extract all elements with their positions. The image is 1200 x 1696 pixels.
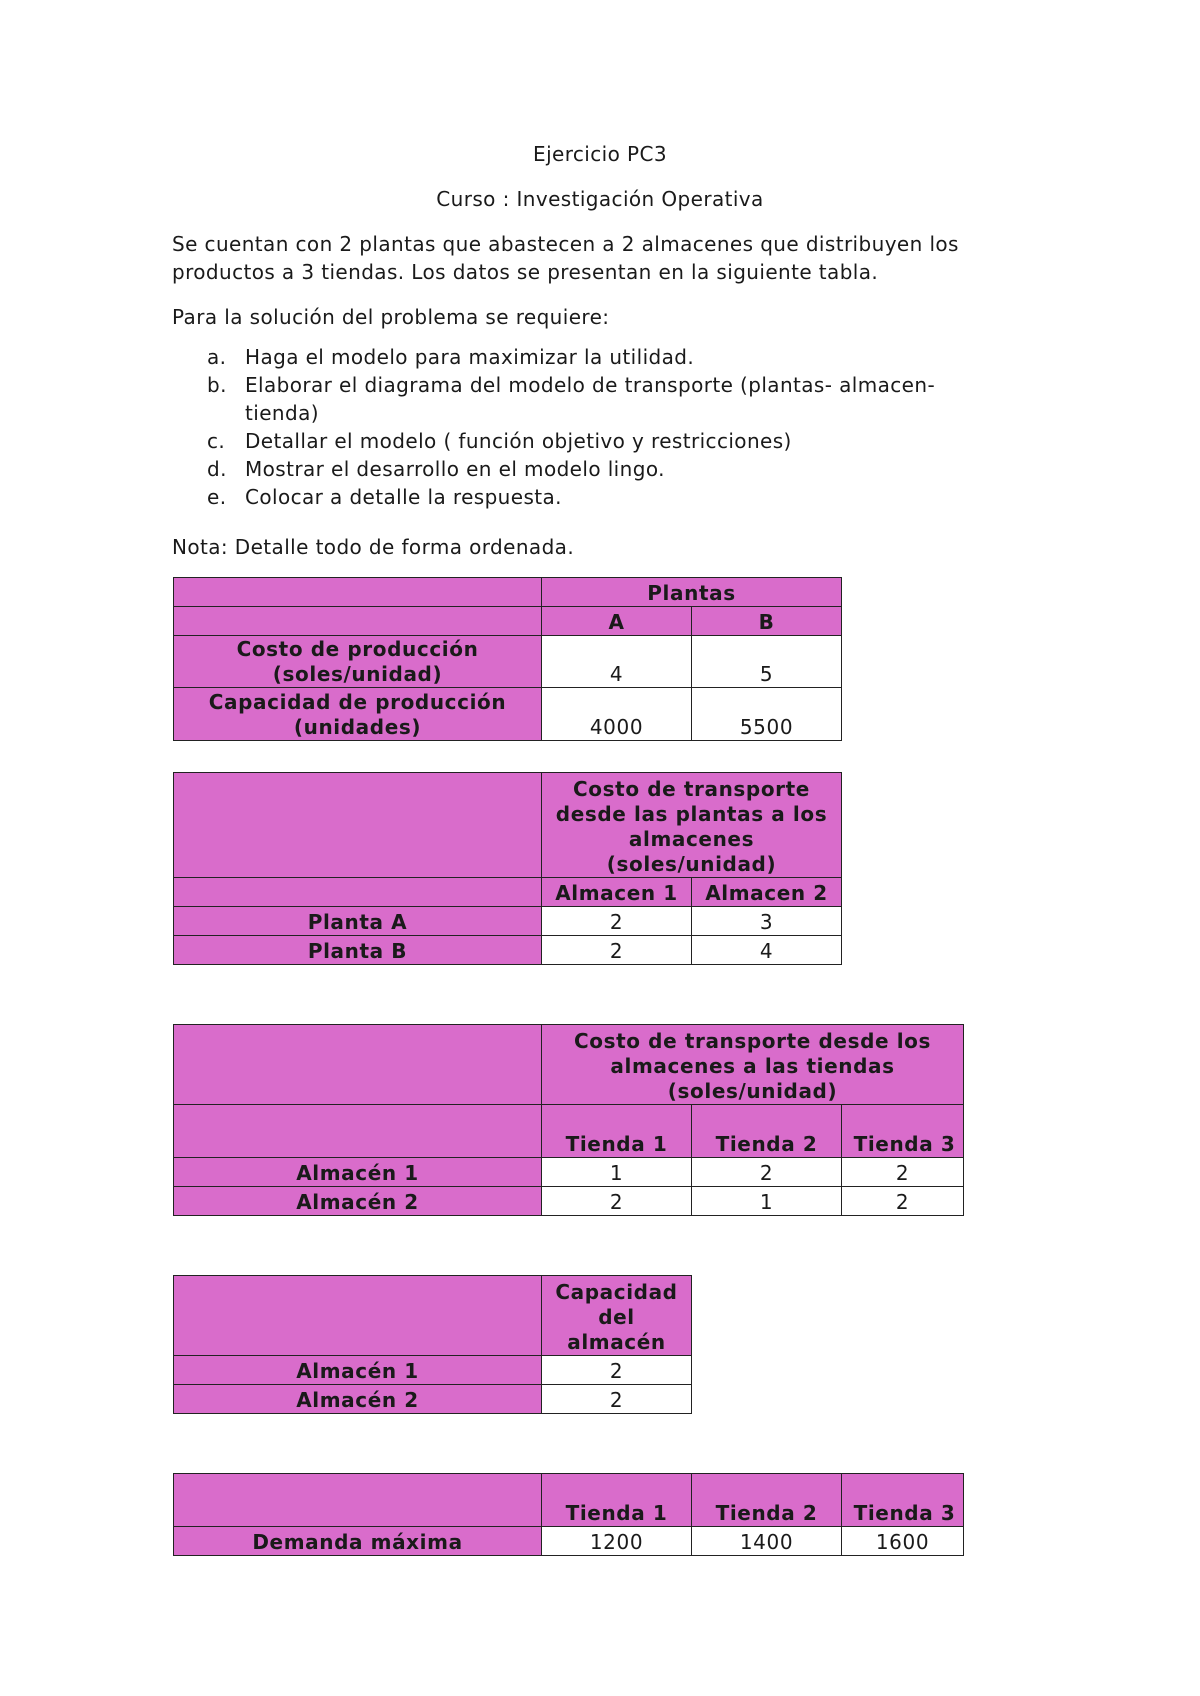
row-label-warehouse-2: Almacén 2 [174, 1187, 542, 1216]
requirements-list [172, 343, 1005, 511]
capacity-warehouse-1: 2 [542, 1356, 692, 1385]
table-corner-cell [174, 773, 542, 878]
row-label-max-demand: Demanda máxima [174, 1527, 542, 1556]
cost-warehouse-2-store-2: 1 [692, 1187, 842, 1216]
cost-plant-a-warehouse-1: 2 [542, 907, 692, 936]
table-corner-cell [174, 1276, 542, 1356]
row-label-plant-a: Planta A [174, 907, 542, 936]
intro-line-2: productos a 3 tiendas. Los datos se presentan en la siguiente tabla. [172, 260, 879, 284]
capacity-warehouse-2: 2 [542, 1385, 692, 1414]
production-capacity-a: 4000 [542, 688, 692, 741]
list-item-text: Detallar el modelo ( función objetivo y restricciones) [245, 429, 792, 453]
row-label-warehouse-1: Almacén 1 [174, 1158, 542, 1187]
row-label-production-capacity: Capacidad de producción (unidades) [174, 688, 542, 741]
row-label-warehouse-1: Almacén 1 [174, 1356, 542, 1385]
transport-cost-header: Costo de transporte desde las plantas a los almacenes (soles/unidad) [542, 773, 842, 878]
intro-line-1: Se cuentan con 2 plantas que abastecen a 2 almacenes que distribuyen los [172, 232, 959, 256]
list-item-text: Haga el modelo para maximizar la utilidad. [245, 345, 695, 369]
row-label-production-cost: Costo de producción (soles/unidad) [174, 636, 542, 688]
document-title: Ejercicio PC3 [533, 142, 667, 166]
cost-warehouse-1-store-1: 1 [542, 1158, 692, 1187]
store-1-header: Tienda 1 [542, 1474, 692, 1527]
transport-cost-header: Costo de transporte desde los almacenes a las tiendas (soles/unidad) [542, 1025, 964, 1105]
row-label-warehouse-2: Almacén 2 [174, 1385, 542, 1414]
warehouse-store-cost-table [173, 1024, 964, 1216]
cost-warehouse-2-store-3: 2 [842, 1187, 964, 1216]
list-item [172, 455, 1005, 483]
list-item-text: Elaborar el diagrama del modelo de transporte (plantas- almacen-tienda) [245, 373, 936, 425]
table-corner-cell [174, 1105, 542, 1158]
plant-b-header: B [692, 607, 842, 636]
table-corner-cell [174, 1474, 542, 1527]
list-marker: c. [207, 429, 226, 453]
note-text: Nota: Detalle todo de forma ordenada. [172, 535, 575, 559]
store-2-header: Tienda 2 [692, 1105, 842, 1158]
list-item [172, 343, 1005, 371]
production-cost-a: 4 [542, 636, 692, 688]
table-corner-cell [174, 578, 542, 607]
store-3-header: Tienda 3 [842, 1474, 964, 1527]
cost-plant-b-warehouse-2: 4 [692, 936, 842, 965]
max-demand-table [173, 1473, 964, 1556]
production-capacity-b: 5500 [692, 688, 842, 741]
requirement-text: Para la solución del problema se requiere: [172, 305, 610, 329]
demand-store-1: 1200 [542, 1527, 692, 1556]
plant-warehouse-cost-table [173, 772, 842, 965]
list-marker: d. [207, 457, 227, 481]
cost-plant-a-warehouse-2: 3 [692, 907, 842, 936]
plant-a-header: A [542, 607, 692, 636]
warehouse-capacity-table [173, 1275, 692, 1414]
list-marker: e. [207, 485, 227, 509]
demand-store-3: 1600 [842, 1527, 964, 1556]
store-1-header: Tienda 1 [542, 1105, 692, 1158]
production-cost-b: 5 [692, 636, 842, 688]
list-item-text: Colocar a detalle la respuesta. [245, 485, 562, 509]
table-corner-cell [174, 878, 542, 907]
table-corner-cell [174, 1025, 542, 1105]
list-item-text: Mostrar el desarrollo en el modelo lingo. [245, 457, 665, 481]
cost-warehouse-1-store-2: 2 [692, 1158, 842, 1187]
demand-store-2: 1400 [692, 1527, 842, 1556]
capacity-header: Capacidad del almacén [542, 1276, 692, 1356]
table-corner-cell [174, 607, 542, 636]
list-marker: b. [207, 373, 227, 397]
list-item [172, 483, 1005, 511]
list-marker: a. [207, 345, 227, 369]
cost-warehouse-1-store-3: 2 [842, 1158, 964, 1187]
row-label-plant-b: Planta B [174, 936, 542, 965]
warehouse-2-header: Almacen 2 [692, 878, 842, 907]
course-subtitle: Curso : Investigación Operativa [436, 187, 764, 211]
list-item [172, 371, 1005, 427]
warehouse-1-header: Almacen 1 [542, 878, 692, 907]
store-3-header: Tienda 3 [842, 1105, 964, 1158]
cost-plant-b-warehouse-1: 2 [542, 936, 692, 965]
plantas-header: Plantas [542, 578, 842, 607]
production-table [173, 577, 842, 741]
store-2-header: Tienda 2 [692, 1474, 842, 1527]
cost-warehouse-2-store-1: 2 [542, 1187, 692, 1216]
list-item [172, 427, 1005, 455]
